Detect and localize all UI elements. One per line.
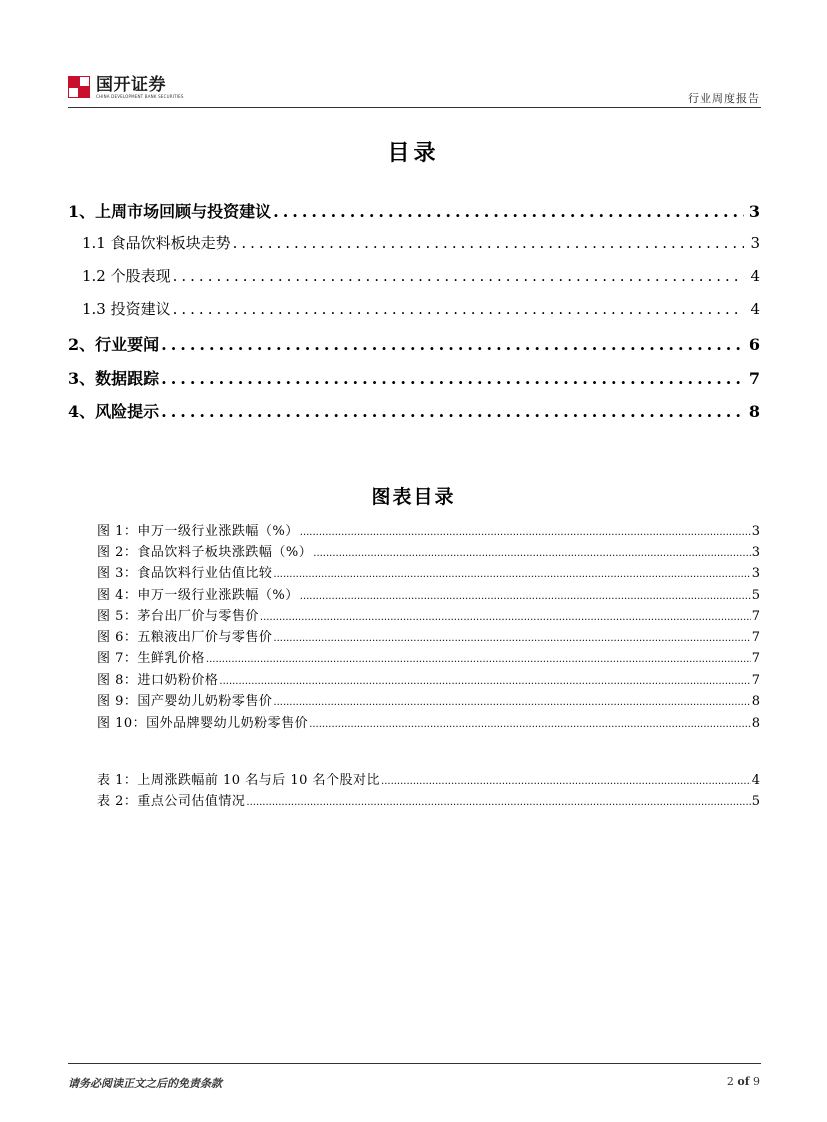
header-divider [68, 107, 761, 108]
page-total: 9 [753, 1075, 760, 1088]
figure-entry[interactable] [97, 562, 760, 581]
figure-entry-page: 3 [751, 524, 760, 539]
figure-entry[interactable] [97, 647, 760, 666]
toc-entry-page: 3 [750, 234, 760, 252]
figure-entry-page: 8 [751, 694, 760, 709]
figure-entry-page: 7 [751, 673, 760, 688]
logo-english: CHINA DEVELOPMENT BANK SECURITIES [96, 94, 184, 99]
figure-entry[interactable] [97, 541, 760, 560]
toc-entry-label: 1.2 个股表现 [82, 267, 171, 285]
toc-entry-label: 1.3 投资建议 [82, 300, 171, 318]
table-entry-page: 5 [751, 794, 760, 809]
page-current: 2 [726, 1075, 734, 1088]
toc-entry-page: 8 [748, 402, 760, 421]
figure-entry[interactable] [97, 584, 760, 603]
table-entry-label: 表 2：重点公司估值情况 [97, 794, 246, 809]
leader-dots [161, 369, 744, 388]
figure-entry-label: 图 10：国外品牌婴幼儿奶粉零售价 [97, 716, 309, 731]
leader-dots [260, 612, 751, 623]
table-entry[interactable] [97, 790, 760, 809]
leader-dots [273, 202, 744, 221]
figure-list-title: 图表目录 [371, 486, 456, 508]
figure-entry-page: 7 [751, 630, 760, 645]
toc-entry[interactable] [68, 366, 760, 389]
toc-entry-label: 2、行业要闻 [68, 335, 160, 354]
footer-divider [68, 1063, 761, 1064]
figure-entry-label: 图 5：茅台出厂价与零售价 [97, 609, 259, 624]
toc-entry-label: 3、数据跟踪 [68, 369, 160, 388]
leader-dots [161, 335, 744, 354]
leader-dots [300, 591, 751, 602]
figure-entry-label: 图 2：食品饮料子板块涨跌幅（%） [97, 545, 313, 560]
page-header [68, 72, 760, 108]
figure-entry-page: 5 [751, 588, 760, 603]
toc-entry[interactable] [68, 332, 760, 355]
toc-entry[interactable] [68, 199, 760, 222]
figure-entry[interactable] [97, 669, 760, 688]
leader-dots [273, 569, 750, 580]
disclaimer-note: 请务必阅读正文之后的免责条款 [68, 1077, 222, 1090]
leader-dots [300, 527, 751, 538]
page-of: of [737, 1075, 750, 1088]
toc-entry-page: 4 [750, 300, 760, 318]
toc-entry[interactable] [82, 265, 760, 286]
logo-icon [68, 76, 90, 98]
toc-entry-page: 7 [748, 369, 760, 388]
toc-entry[interactable] [68, 399, 760, 422]
logo-name: 国开证券 [96, 75, 166, 95]
figure-entry[interactable] [97, 712, 760, 731]
leader-dots [246, 797, 750, 808]
leader-dots [173, 267, 744, 285]
figure-entry-page: 8 [751, 716, 760, 731]
figure-entry[interactable] [97, 626, 760, 645]
figure-entry-page: 7 [751, 651, 760, 666]
leader-dots [273, 633, 750, 644]
toc-entry-label: 4、风险提示 [68, 402, 160, 421]
toc-entry-page: 4 [750, 267, 760, 285]
figure-entry-page: 7 [751, 609, 760, 624]
table-entry-page: 4 [751, 773, 760, 788]
leader-dots [273, 697, 750, 708]
leader-dots [313, 548, 750, 559]
toc-entry[interactable] [82, 232, 760, 253]
company-logo [68, 76, 184, 102]
table-entry-label: 表 1：上周涨跌幅前 10 名与后 10 名个股对比 [97, 773, 381, 788]
figure-entry-label: 图 3：食品饮料行业估值比较 [97, 566, 273, 581]
toc-entry[interactable] [82, 298, 760, 319]
leader-dots [381, 776, 751, 787]
leader-dots [309, 719, 751, 730]
table-entry[interactable] [97, 769, 760, 788]
toc-entry-label: 1、上周市场回顾与投资建议 [68, 202, 272, 221]
toc-title: 目录 [387, 140, 440, 166]
leader-dots [173, 300, 744, 318]
page-number [727, 1075, 760, 1088]
toc-entry-label: 1.1 食品饮料板块走势 [82, 234, 231, 252]
leader-dots [206, 654, 751, 665]
figure-entry-label: 图 9：国产婴幼儿奶粉零售价 [97, 694, 273, 709]
leader-dots [219, 676, 750, 687]
figure-entry-label: 图 8：进口奶粉价格 [97, 673, 219, 688]
leader-dots [233, 234, 744, 252]
figure-entry-label: 图 4：申万一级行业涨跌幅（%） [97, 588, 299, 603]
toc-entry-page: 6 [748, 335, 760, 354]
figure-entry[interactable] [97, 520, 760, 539]
figure-entry[interactable] [97, 690, 760, 709]
report-type: 行业周度报告 [688, 92, 760, 105]
leader-dots [161, 402, 744, 421]
figure-entry-page: 3 [751, 545, 760, 560]
figure-entry[interactable] [97, 605, 760, 624]
figure-entry-page: 3 [751, 566, 760, 581]
figure-entry-label: 图 6：五粮液出厂价与零售价 [97, 630, 273, 645]
figure-entry-label: 图 7：生鲜乳价格 [97, 651, 205, 666]
figure-entry-label: 图 1：申万一级行业涨跌幅（%） [97, 524, 299, 539]
toc-entry-page: 3 [748, 202, 760, 221]
